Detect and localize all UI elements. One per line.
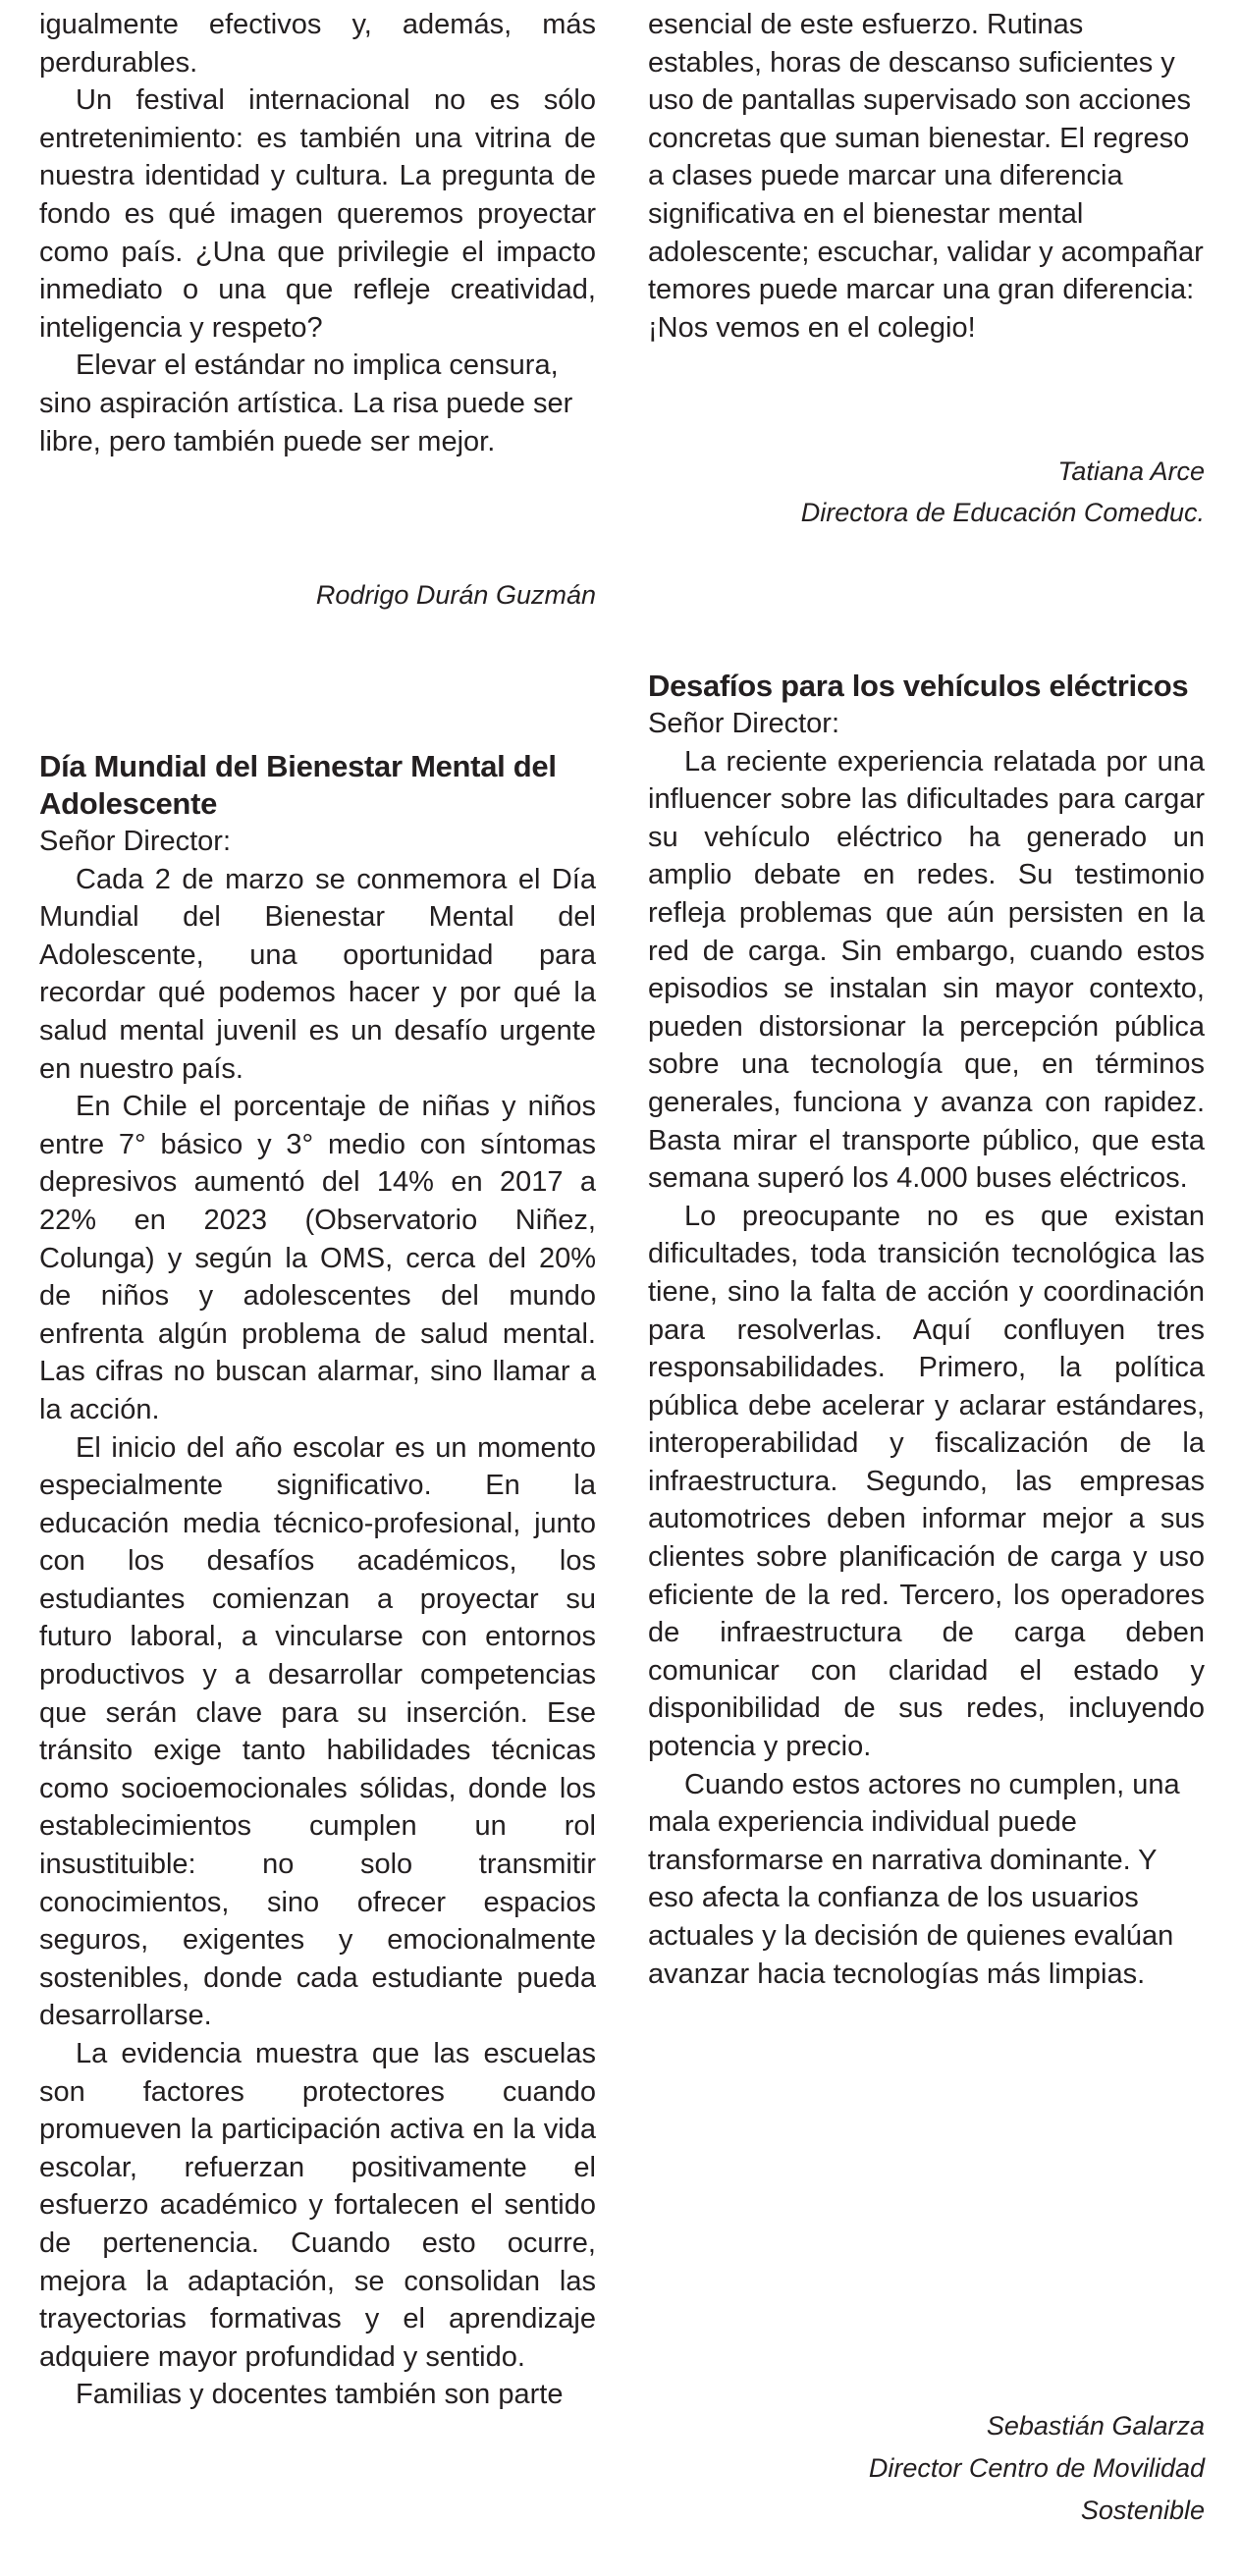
letter-paragraph: En Chile el porcentaje de niñas y niños entre 7° básico y 3° medio con síntomas depresivos aumentó del 14% en 2017 a 22% en 2023 (Observatorio Niñez, Colunga) y según la OMS, cerca del 20% de niños y adolescentes del mundo enfrenta algún problema de salud mental. Las cifras no buscan alarmar, sino llamar a la acción. [39, 1091, 596, 1425]
letter-salutation: Señor Director: [648, 708, 840, 739]
letter-paragraph: Un festival internacional no es sólo entretenimiento: es también una vitrina de nuestra identidad y cultura. La pregunta de fondo es qué imagen queremos proyectar como país. ¿Una que privilegie el impacto inmediato o una que refleje creatividad, inteligencia y respeto? [39, 84, 596, 344]
signature-name: Tatiana Arce [1057, 456, 1205, 486]
letter-adolescent-continued [648, 6, 1205, 347]
letter-adolescent-mental-health [39, 748, 596, 2414]
letter-title: Desafíos para los vehículos eléctricos [648, 669, 1189, 703]
letter-paragraph: Familias y docentes también son parte [76, 2379, 564, 2411]
letter-title: Día Mundial del Bienestar Mental del Adolescente [39, 749, 557, 821]
letter-continued-festival [39, 6, 596, 460]
letter-paragraph: Lo preocupante no es que existan dificultades, toda transición tecnológica las tiene, sino la falta de acción y coordinación para resolverlas. Aquí confluyen tres responsabilidades. Primero, la política pública debe acelerar y aclarar estándares, interoperabilidad y fiscalización de la infraestructura. Segundo, las empresas automotrices deben informar mejor a sus clientes sobre planificación de carga y uso eficiente de la red. Tercero, los operadores de infraestructura de carga deben comunicar con claridad el estado y disponibilidad de sus redes, incluyendo potencia y precio. [648, 1200, 1205, 1763]
letter-salutation: Señor Director: [39, 826, 232, 857]
letter-paragraph: Cada 2 de marzo se conmemora el Día Mundial del Bienestar Mental del Adolescente, una oportunidad para recordar qué podemos hacer y por qué la salud mental juvenil es un desafío urgente en nuestro país. [39, 863, 596, 1085]
signature-title: Directora de Educación Comeduc. [800, 498, 1205, 527]
signature-title: Sostenible [1080, 2496, 1205, 2525]
letter-paragraph: La evidencia muestra que las escuelas son factores protectores cuando promueven la participación activa en la vida escolar, refuerzan positivamente el esfuerzo académico y fortalecen el sentido de pertenencia. Cuando esto ocurre, mejora la adaptación, se consolidan las trayectorias formativas y el aprendizaje adquiere mayor profundidad y sentido. [39, 2038, 596, 2373]
letter-paragraph: Elevar el estándar no implica censura, sino aspiración artística. La risa puede ser libre, pero también puede ser mejor. [39, 349, 573, 457]
letter-electric-vehicles [648, 668, 1205, 1993]
letter-paragraph: esencial de este esfuerzo. Rutinas estables, horas de descanso suficientes y uso de pantallas supervisado son acciones concretas que suman bienestar. El regreso a clases puede marcar una diferencia significativa en el bienestar mental adolescente; escuchar, validar y acompañar temores puede marcar una gran diferencia: ¡Nos vemos en el colegio! [648, 9, 1204, 344]
signature-name: Sebastián Galarza [986, 2411, 1205, 2441]
letter-paragraph: La reciente experiencia relatada por una influencer sobre las dificultades para cargar su vehículo eléctrico ha generado un amplio debate en redes. Su testimonio refleja problemas que aún persisten en la red de carga. Sin embargo, cuando estos episodios se instalan sin mayor contexto, pueden distorsionar la percepción pública sobre una tecnología que, en términos generales, funciona y avanza con rapidez. Basta mirar el transporte público, que esta semana superó los 4.000 buses eléctricos. [648, 745, 1205, 1195]
letter-paragraph: Cuando estos actores no cumplen, una mala experiencia individual puede transformarse en narrativa dominante. Y eso afecta la confianza de los usuarios actuales y la decisión de quienes evalúan avanzar hacia tecnologías más limpias. [648, 1768, 1180, 1990]
signature-title: Director Centro de Movilidad [868, 2453, 1205, 2483]
letter-paragraph: El inicio del año escolar es un momento especialmente significativo. En la educación media técnico-profesional, junto con los desafíos académicos, los estudiantes comienzan a proyectar su futuro laboral, a vincularse con entornos productivos y a desarrollar competencias que serán clave para su inserción. Ese tránsito exige tanto habilidades técnicas como socioemocionales sólidas, donde los establecimientos cumplen un rol insustituible: no solo transmitir conocimientos, sino ofrecer espacios seguros, exigentes y emocionalmente sostenibles, donde cada estudiante pueda desarrollarse. [39, 1431, 596, 2032]
signature-name: Rodrigo Durán Guzmán [315, 580, 596, 610]
letter-paragraph: igualmente efectivos y, además, más perdurables. [39, 9, 596, 79]
